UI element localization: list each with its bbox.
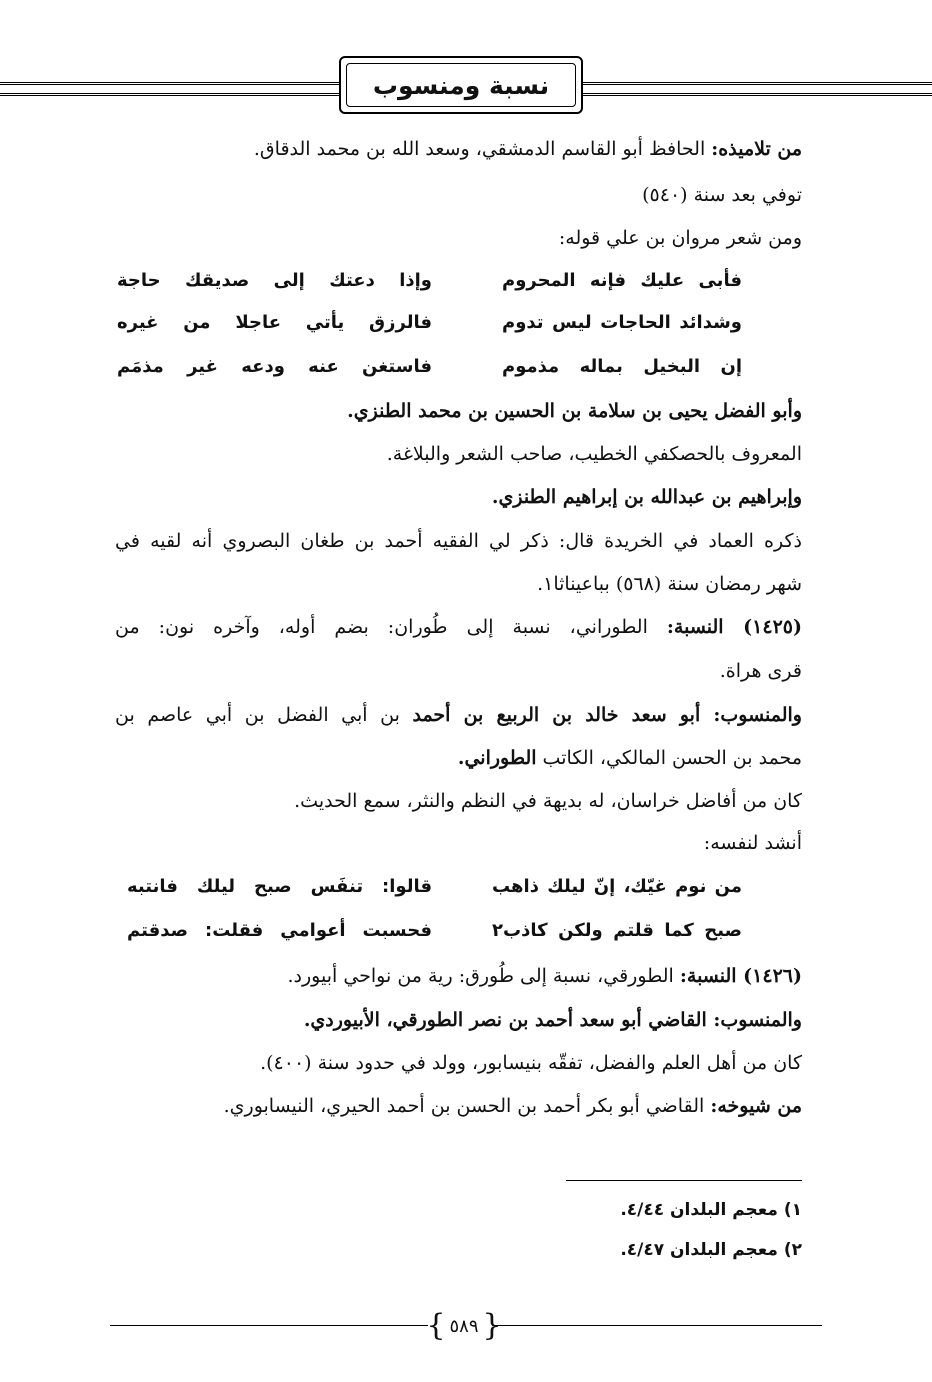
text-span: الطوراني، نسبة إلى طُوران: بضم أوله، وآخره نون: من	[115, 616, 667, 638]
page-number	[426, 1306, 502, 1346]
text-line	[115, 961, 802, 991]
verse-second-hemistich: وشدائد الحاجات ليس تدوم	[502, 312, 742, 333]
verse-first-hemistich: وإذا دعتك إلى صديقك حاجة	[117, 270, 432, 291]
text-line: ومن شعر مروان بن علي قوله:	[558, 227, 802, 249]
text-line	[115, 1091, 802, 1121]
text-line: أنشد لنفسه:	[703, 832, 802, 854]
verse-first-hemistich: فالرزق يأتي عاجلا من غيره	[117, 312, 432, 333]
page-number-value: ٥٨٩	[449, 1315, 479, 1337]
label-attributed: والمنسوب: أبو سعد خالد بن الربيع بن أحمد	[412, 704, 802, 726]
verse-first-hemistich: فاستغن عنه ودعه غير مذمَم	[117, 356, 432, 377]
text-line	[115, 743, 802, 773]
text-line: والمنسوب: القاضي أبو سعد أحمد بن نصر الطورقي، الأبيوردي.	[303, 1009, 802, 1031]
text-line	[115, 612, 802, 642]
label-students: من تلاميذه:	[711, 138, 802, 160]
footnote-separator	[566, 1180, 802, 1181]
text-line	[115, 134, 802, 164]
text-line: ذكره العماد في الخريدة قال: ذكر لي الفقيه أحمد بن طغان البصروي أنه لقيه في	[115, 530, 802, 552]
text-span: محمد بن الحسن المالكي، الكاتب	[536, 747, 802, 769]
verse-second-hemistich: إن البخيل بماله مذموم	[502, 356, 742, 377]
verse-first-hemistich: فحسبت أعوامي فقلت: صدقتم	[127, 920, 432, 941]
text-line: توفي بعد سنة (٥٤٠)	[642, 184, 802, 206]
label-teachers: من شيوخه:	[710, 1095, 802, 1117]
text-line: كان من أهل العلم والفضل، تفقّه بنيسابور، وولد في حدود سنة (٤٠٠).	[260, 1052, 802, 1074]
footnote-1: ١) معجم البلدان ٤/٤٤.	[620, 1200, 802, 1220]
text-line	[115, 700, 802, 730]
text-line: شهر رمضان سنة (٥٦٨) بباعيناثا١.	[537, 573, 802, 595]
text-line: قرى هراة.	[719, 660, 802, 682]
text-span-bold: الطوراني.	[457, 747, 537, 769]
footer-rule-right	[492, 1325, 822, 1326]
running-title: نسبة ومنسوب	[346, 63, 576, 107]
text-line: كان من أفاضل خراسان، له بديهة في النظم والنثر، سمع الحديث.	[294, 790, 802, 812]
verse-first-hemistich: قالوا: تنفَس صبح ليلك فانتبه	[127, 876, 432, 897]
entry-number-1426: (١٤٢٦) النسبة:	[679, 965, 802, 987]
text-span: القاضي أبو بكر أحمد بن الحسن بن أحمد الحيري، النيسابوري.	[223, 1095, 711, 1117]
text-span: الطورقي، نسبة إلى طُورق: رية من نواحي أبيورد.	[287, 965, 680, 987]
header-rule-right	[582, 82, 932, 96]
text-span: بن أبي الفضل بن أبي عاصم بن	[115, 704, 413, 726]
text-span: الحافظ أبو القاسم الدمشقي، وسعد الله بن محمد الدقاق.	[253, 138, 712, 160]
brace-open-icon: {	[482, 1308, 502, 1343]
footnote-2: ٢) معجم البلدان ٤/٤٧.	[620, 1240, 802, 1260]
entry-number-1425: (١٤٢٥) النسبة:	[666, 616, 802, 638]
verse-second-hemistich: فأبى عليك فإنه المحروم	[502, 270, 742, 291]
brace-close-icon: }	[426, 1308, 446, 1343]
text-line: المعروف بالحصكفي الخطيب، صاحب الشعر والبلاغة.	[386, 443, 802, 465]
verse-second-hemistich: صبح كما قلتم ولكن كاذب٢	[492, 920, 742, 941]
text-line: وإبراهيم بن عبدالله بن إبراهيم الطنزي.	[491, 486, 802, 508]
footer-rule-left	[110, 1325, 428, 1326]
verse-second-hemistich: من نوم غيّك، إنّ ليلك ذاهب	[492, 876, 742, 897]
text-line: وأبو الفضل يحيى بن سلامة بن الحسين بن محمد الطنزي.	[347, 400, 802, 422]
header-title-frame	[339, 56, 583, 114]
